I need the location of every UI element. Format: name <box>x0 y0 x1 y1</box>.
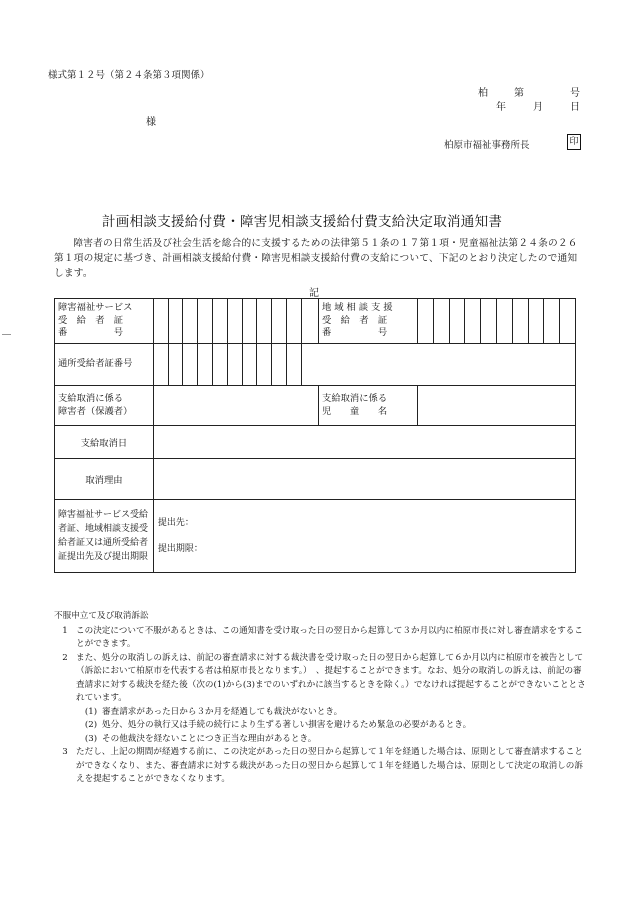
svc-cert-line1: 障害福祉サービス <box>58 302 133 314</box>
svc-cert-line3: 番 号 <box>58 327 124 339</box>
cancellation-table <box>54 298 576 573</box>
note-item <box>54 652 588 706</box>
target-child-line2: 児 童 名 <box>322 405 388 417</box>
target-child-label <box>319 386 418 426</box>
note-sub-number: (3) <box>84 733 98 744</box>
svc-cert-digit[interactable] <box>286 299 301 344</box>
target-person-label <box>55 386 154 426</box>
note-sub-text: その他裁決を経ないことにつき正当な理由があるとき。 <box>102 733 317 744</box>
note-text: また、処分の取消しの訴えは、前記の審査請求に対する裁決書を受け取った日の翌日から起算して６か月以内に柏原市を被告として（訴訟において柏原市を代表する者は柏原市長となります。） 、提起することができます。なお、処分の取消しの訴えは、前記の審査請求に対する裁決を経た後（次の(1)から(3)までのいずれかに該当するときを除く。）でなければ提起することができないこととされています。 <box>76 652 586 703</box>
svc-cert-digit[interactable] <box>153 299 168 344</box>
commute-cert-digit[interactable] <box>168 344 183 386</box>
appeal-notes <box>54 610 588 787</box>
commute-cert-digit[interactable] <box>242 344 257 386</box>
area-cert-line1: 地 域 相 談 支 援 <box>322 302 393 314</box>
table-row <box>55 386 576 426</box>
area-cert-digit[interactable] <box>449 299 465 344</box>
table-row <box>55 299 576 344</box>
svc-cert-digit[interactable] <box>183 299 198 344</box>
area-cert-digit[interactable] <box>528 299 544 344</box>
commute-cert-digit[interactable] <box>272 344 287 386</box>
target-person-line1: 支給取消に係る <box>58 393 124 404</box>
note-number: 3 <box>62 747 68 757</box>
area-cert-digit[interactable] <box>560 299 576 344</box>
addressee-suffix: 様 <box>146 117 156 128</box>
table-row <box>55 459 576 500</box>
ki-heading: 記 <box>309 288 319 299</box>
form-number-label: 様式第１２号（第２４条第３項関係） <box>48 70 210 81</box>
svc-cert-line2: 受 給 者 証 <box>58 314 124 326</box>
area-cert-line3: 番 号 <box>322 327 388 339</box>
area-cert-line2: 受 給 者 証 <box>322 314 388 326</box>
date-month: 月 <box>533 102 543 113</box>
note-sub-item <box>54 719 588 733</box>
commute-cert-digit[interactable] <box>286 344 301 386</box>
body-paragraph: 障害者の日常生活及び社会生活を総合的に支援するための法律第５１条の１７第１項・児童福祉法第２４条の２６第１項の規定に基づき、計画相談支援給付費・障害児相談支援給付費の支給について、下記のとおり決定したので通知します。 <box>54 238 578 279</box>
area-cert-digit[interactable] <box>496 299 512 344</box>
note-sub-number: (1) <box>84 706 98 717</box>
note-number: 2 <box>62 652 68 663</box>
note-number: 1 <box>62 625 68 636</box>
note-sub-text: 処分、処分の執行又は手続の続行により生ずる著しい損害を避けるため緊急の必要があるとき。 <box>102 720 472 730</box>
area-cert-label <box>319 299 418 344</box>
sender-name: 柏原市福祉事務所長 <box>444 140 530 151</box>
note-sub-item <box>54 706 588 720</box>
submission-value[interactable] <box>153 500 575 573</box>
cancel-date-value[interactable] <box>153 426 575 459</box>
note-sub-number: (2) <box>84 720 98 730</box>
submission-label: 障害福祉サービス受給者証、地域相談支援受給者証又は通所受給者証提出先及び提出期限 <box>55 500 154 573</box>
commute-cert-digit[interactable] <box>183 344 198 386</box>
commute-cert-digit[interactable] <box>153 344 168 386</box>
area-cert-digit[interactable] <box>481 299 497 344</box>
svc-cert-digit[interactable] <box>257 299 272 344</box>
document-title: 計画相談支援給付費・障害児相談支援給付費支給決定取消通知書 <box>102 214 503 230</box>
target-person-value[interactable] <box>153 386 318 426</box>
seal-box: 印 <box>567 134 581 150</box>
target-person-line2: 障害者（保護者） <box>58 405 133 417</box>
area-cert-digit[interactable] <box>544 299 560 344</box>
cancel-date-label: 支給取消日 <box>55 426 154 459</box>
note-sub-item <box>54 733 588 747</box>
submit-to: 提出先： <box>157 518 194 528</box>
target-child-value[interactable] <box>417 386 575 426</box>
svc-cert-label <box>55 299 154 344</box>
note-sub-text: 審査請求があった日から３か月を経過しても裁決がないとき。 <box>102 706 343 717</box>
cancel-reason-value[interactable] <box>153 459 575 500</box>
submit-deadline: 提出期限： <box>157 544 203 554</box>
svc-cert-digit[interactable] <box>168 299 183 344</box>
area-cert-digit[interactable] <box>512 299 528 344</box>
date-year: 年 <box>496 102 506 113</box>
svc-cert-digit[interactable] <box>272 299 287 344</box>
svc-cert-digit[interactable] <box>242 299 257 344</box>
note-text: ただし、上記の期間が経過する前に、この決定があった日の翌日から起算して１年を経過した場合は、原則として審査請求することができなくなり、また、審査請求に対する裁決があった日の翌日から起算して１年を経過した場合は、原則として決定の取消しの訴えを提起することができなくなります。 <box>76 747 583 784</box>
note-text: この決定について不服があるときは、この通知書を受け取った日の翌日から起算して３か月以内に柏原市長に対し審査請求をすることができます。 <box>76 625 583 649</box>
commute-cert-blank <box>301 344 575 386</box>
area-cert-digit[interactable] <box>433 299 449 344</box>
number-go: 号 <box>570 88 581 99</box>
note-item <box>54 625 588 652</box>
margin-mark: ― <box>2 330 11 340</box>
target-child-line1: 支給取消に係る <box>322 393 388 404</box>
svc-cert-digit[interactable] <box>198 299 213 344</box>
table-row <box>55 344 576 386</box>
table-row <box>55 500 576 573</box>
area-cert-digit[interactable] <box>417 299 433 344</box>
number-prefix: 柏 <box>478 88 489 99</box>
note-item <box>54 746 588 787</box>
commute-cert-label: 通所受給者証番号 <box>55 344 154 386</box>
commute-cert-digit[interactable] <box>227 344 242 386</box>
commute-cert-digit[interactable] <box>213 344 228 386</box>
date-day: 日 <box>570 102 580 113</box>
number-dai: 第 <box>514 88 525 99</box>
commute-cert-digit[interactable] <box>198 344 213 386</box>
area-cert-digit[interactable] <box>465 299 481 344</box>
notes-heading: 不服申立て及び取消訴訟 <box>54 611 149 621</box>
table-row <box>55 426 576 459</box>
cancel-reason-label: 取消理由 <box>55 459 154 500</box>
svc-cert-spacer <box>301 299 318 344</box>
commute-cert-digit[interactable] <box>257 344 272 386</box>
svc-cert-digit[interactable] <box>227 299 242 344</box>
svc-cert-digit[interactable] <box>213 299 228 344</box>
